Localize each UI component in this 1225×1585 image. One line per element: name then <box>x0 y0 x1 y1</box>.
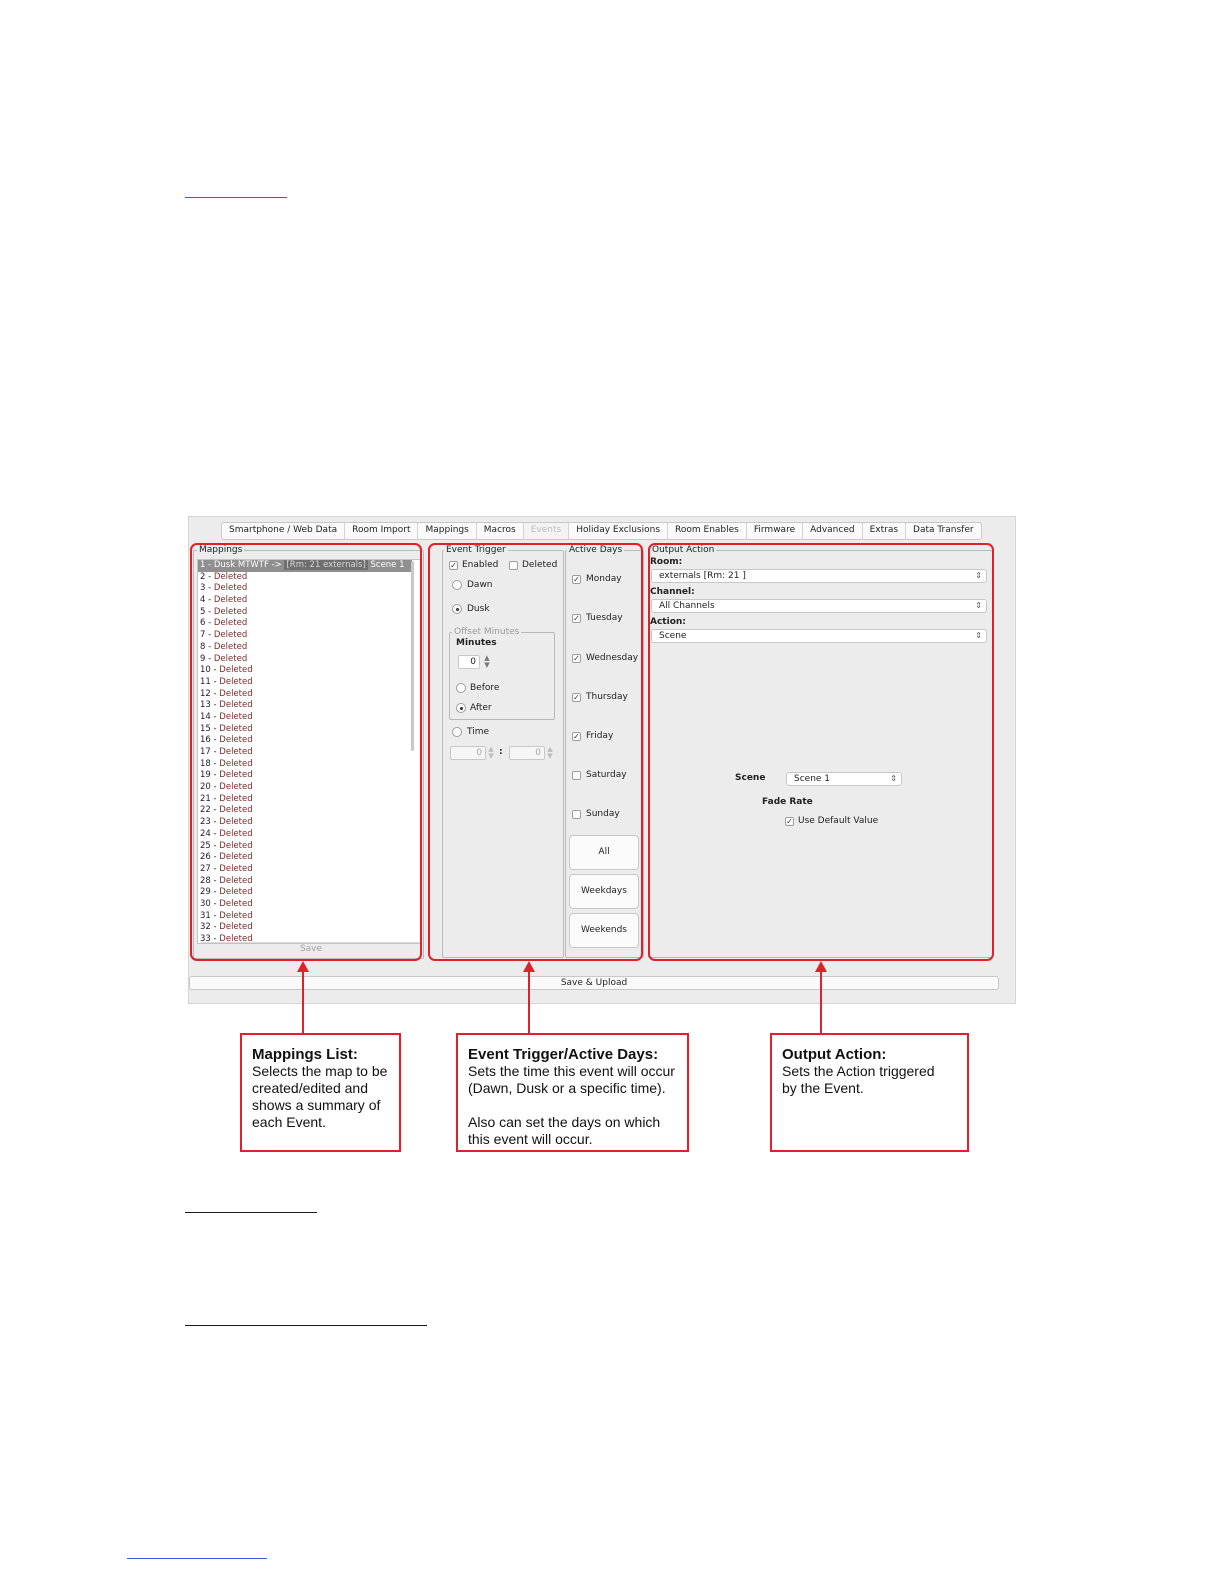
selected-room: [Rm: 21 externals] <box>286 560 366 570</box>
list-item[interactable]: 25 - Deleted <box>200 840 253 851</box>
app-screenshot <box>188 516 1016 1004</box>
enabled-checkbox[interactable]: ✓ <box>450 561 457 570</box>
link-underline-bottom[interactable] <box>127 1558 267 1559</box>
arrow-line-2 <box>528 970 530 1034</box>
list-item[interactable]: 16 - Deleted <box>200 735 253 746</box>
list-item[interactable]: 4 - Deleted <box>200 595 248 606</box>
list-item[interactable]: 27 - Deleted <box>200 863 253 874</box>
mappings-legend: Mappings <box>199 545 243 555</box>
tab-macros[interactable]: Macros <box>477 523 524 539</box>
before-label: Before <box>470 683 500 693</box>
list-item[interactable]: 33 - Deleted <box>200 934 253 944</box>
output-action-legend: Output Action <box>652 545 715 555</box>
scene-label: Scene <box>735 773 766 783</box>
list-item[interactable]: 29 - Deleted <box>200 887 253 898</box>
tab-bar <box>221 522 982 540</box>
tab-events[interactable]: Events <box>524 523 569 539</box>
offset-minutes-legend: Offset Minutes <box>454 627 520 637</box>
list-item[interactable]: 8 - Deleted <box>200 641 248 652</box>
arrow-line-3 <box>820 970 822 1034</box>
callout-event-trigger <box>456 1033 689 1152</box>
list-item[interactable]: 3 - Deleted <box>200 583 248 594</box>
tab-advanced[interactable]: Advanced <box>803 523 862 539</box>
list-item[interactable]: 19 - Deleted <box>200 770 253 781</box>
minute-spinner[interactable]: 0 <box>509 746 545 760</box>
highlight-mappings <box>190 543 422 961</box>
callout-title: Mappings List: <box>252 1046 358 1063</box>
enabled-label: Enabled <box>462 560 499 570</box>
dawn-label: Dawn <box>467 580 493 590</box>
list-item[interactable]: 6 - Deleted <box>200 618 248 629</box>
tab-extras[interactable]: Extras <box>863 523 906 539</box>
list-item[interactable]: 24 - Deleted <box>200 828 253 839</box>
time-label: Time <box>467 727 490 737</box>
callout-title: Event Trigger/Active Days: <box>468 1046 659 1063</box>
heading-underline-1 <box>185 1212 317 1213</box>
list-item[interactable]: 28 - Deleted <box>200 875 253 886</box>
callout-output-action <box>770 1033 969 1152</box>
selected-prefix: 1 - Dusk MTWTF -> <box>200 560 282 570</box>
list-item[interactable]: 23 - Deleted <box>200 817 253 828</box>
day-checkbox-wednesday[interactable]: ✓ <box>573 654 580 663</box>
updown-icon: ⇕ <box>975 571 982 580</box>
day-label-friday: Friday <box>586 731 614 741</box>
list-item[interactable]: 31 - Deleted <box>200 910 253 921</box>
fade-rate-label: Fade Rate <box>762 797 813 807</box>
link-underline-top[interactable] <box>185 197 287 198</box>
day-label-sunday: Sunday <box>586 809 620 819</box>
tab-data-transfer[interactable]: Data Transfer <box>913 525 974 535</box>
channel-label: Channel: <box>650 587 695 597</box>
list-item[interactable]: 7 - Deleted <box>200 630 248 641</box>
tab-smartphone-web-data[interactable]: Smartphone / Web Data <box>222 523 345 539</box>
tab-mappings[interactable]: Mappings <box>418 523 476 539</box>
deleted-label: Deleted <box>522 560 558 570</box>
save-upload-button[interactable]: Save & Upload <box>189 976 999 990</box>
minutes-label: Minutes <box>456 638 497 648</box>
mappings-save-button[interactable]: Save <box>201 942 421 956</box>
callout-title: Output Action: <box>782 1046 887 1063</box>
day-label-saturday: Saturday <box>586 770 627 780</box>
list-item[interactable]: 11 - Deleted <box>200 676 253 687</box>
highlight-output-action <box>648 543 994 961</box>
scene-value: Scene 1 <box>794 774 831 784</box>
heading-underline-2 <box>185 1325 427 1326</box>
after-label: After <box>470 703 492 713</box>
list-item[interactable]: 30 - Deleted <box>200 898 253 909</box>
list-item[interactable]: 20 - Deleted <box>200 782 253 793</box>
callout-mappings-list <box>240 1033 401 1152</box>
tab-room-enables[interactable]: Room Enables <box>668 523 747 539</box>
day-checkbox-friday[interactable]: ✓ <box>573 732 580 741</box>
list-item[interactable]: 22 - Deleted <box>200 805 253 816</box>
use-default-checkbox[interactable]: ✓ <box>786 817 793 826</box>
day-label-wednesday: Wednesday <box>586 653 639 663</box>
list-item[interactable]: 26 - Deleted <box>200 852 253 863</box>
list-item[interactable]: 10 - Deleted <box>200 665 253 676</box>
list-item[interactable]: 12 - Deleted <box>200 688 253 699</box>
list-item[interactable]: 14 - Deleted <box>200 711 253 722</box>
highlight-event-trigger <box>428 543 643 961</box>
list-item[interactable]: 17 - Deleted <box>200 747 253 757</box>
updown-icon: ⇕ <box>890 774 897 783</box>
room-value: externals [Rm: 21 ] <box>659 571 746 581</box>
action-value: Scene <box>659 631 687 641</box>
day-checkbox-monday[interactable]: ✓ <box>573 575 580 584</box>
dusk-label: Dusk <box>467 604 490 614</box>
weekends-button[interactable]: Weekends <box>569 913 639 948</box>
arrow-line-1 <box>302 970 304 1034</box>
selected-suffix: Scene 1 <box>370 560 405 570</box>
list-item[interactable]: 5 - Deleted <box>200 606 248 617</box>
tab-holiday-exclusions[interactable]: Holiday Exclusions <box>569 523 668 539</box>
all-days-button[interactable]: All <box>569 835 639 870</box>
tab-room-import[interactable]: Room Import <box>345 523 418 539</box>
day-checkbox-tuesday[interactable]: ✓ <box>573 614 580 623</box>
list-item[interactable]: 21 - Deleted <box>200 793 253 804</box>
time-separator: : <box>499 747 503 757</box>
hour-stepper-icon[interactable]: ▲ ▼ <box>488 745 494 760</box>
list-item[interactable]: 32 - Deleted <box>200 922 253 933</box>
room-label: Room: <box>650 557 683 567</box>
day-label-thursday: Thursday <box>586 692 628 702</box>
list-item[interactable]: 2 - Deleted <box>200 571 248 582</box>
action-label: Action: <box>650 617 686 627</box>
minutes-stepper-icon[interactable]: ▲ ▼ <box>484 654 490 669</box>
tab-firmware[interactable]: Firmware <box>747 523 803 539</box>
hour-spinner[interactable]: 0 <box>450 746 486 760</box>
use-default-label: Use Default Value <box>798 816 879 826</box>
list-item[interactable]: 18 - Deleted <box>200 758 253 769</box>
minute-stepper-icon[interactable]: ▲ ▼ <box>547 745 553 760</box>
weekdays-button[interactable]: Weekdays <box>569 874 639 909</box>
day-label-monday: Monday <box>586 574 622 584</box>
list-item[interactable]: 9 - Deleted <box>200 653 248 664</box>
day-checkbox-thursday[interactable]: ✓ <box>573 693 580 702</box>
updown-icon: ⇕ <box>975 631 982 640</box>
updown-icon: ⇕ <box>975 601 982 610</box>
list-item[interactable]: 15 - Deleted <box>200 723 253 734</box>
event-trigger-legend: Event Trigger <box>446 545 506 555</box>
channel-value: All Channels <box>659 601 715 611</box>
callout-body: Sets the time this event will occur (Dawn, Dusk or a specific time). Also can set the days on which this event will occur. <box>468 1063 675 1147</box>
day-label-tuesday: Tuesday <box>586 613 623 623</box>
list-item[interactable]: 13 - Deleted <box>200 700 253 711</box>
callout-body: Sets the Action triggered by the Event. <box>782 1063 935 1096</box>
callout-body: Selects the map to be created/edited and shows a summary of each Event. <box>252 1063 388 1130</box>
active-days-legend: Active Days <box>569 545 623 555</box>
minutes-spinner[interactable]: 0 <box>458 655 480 669</box>
